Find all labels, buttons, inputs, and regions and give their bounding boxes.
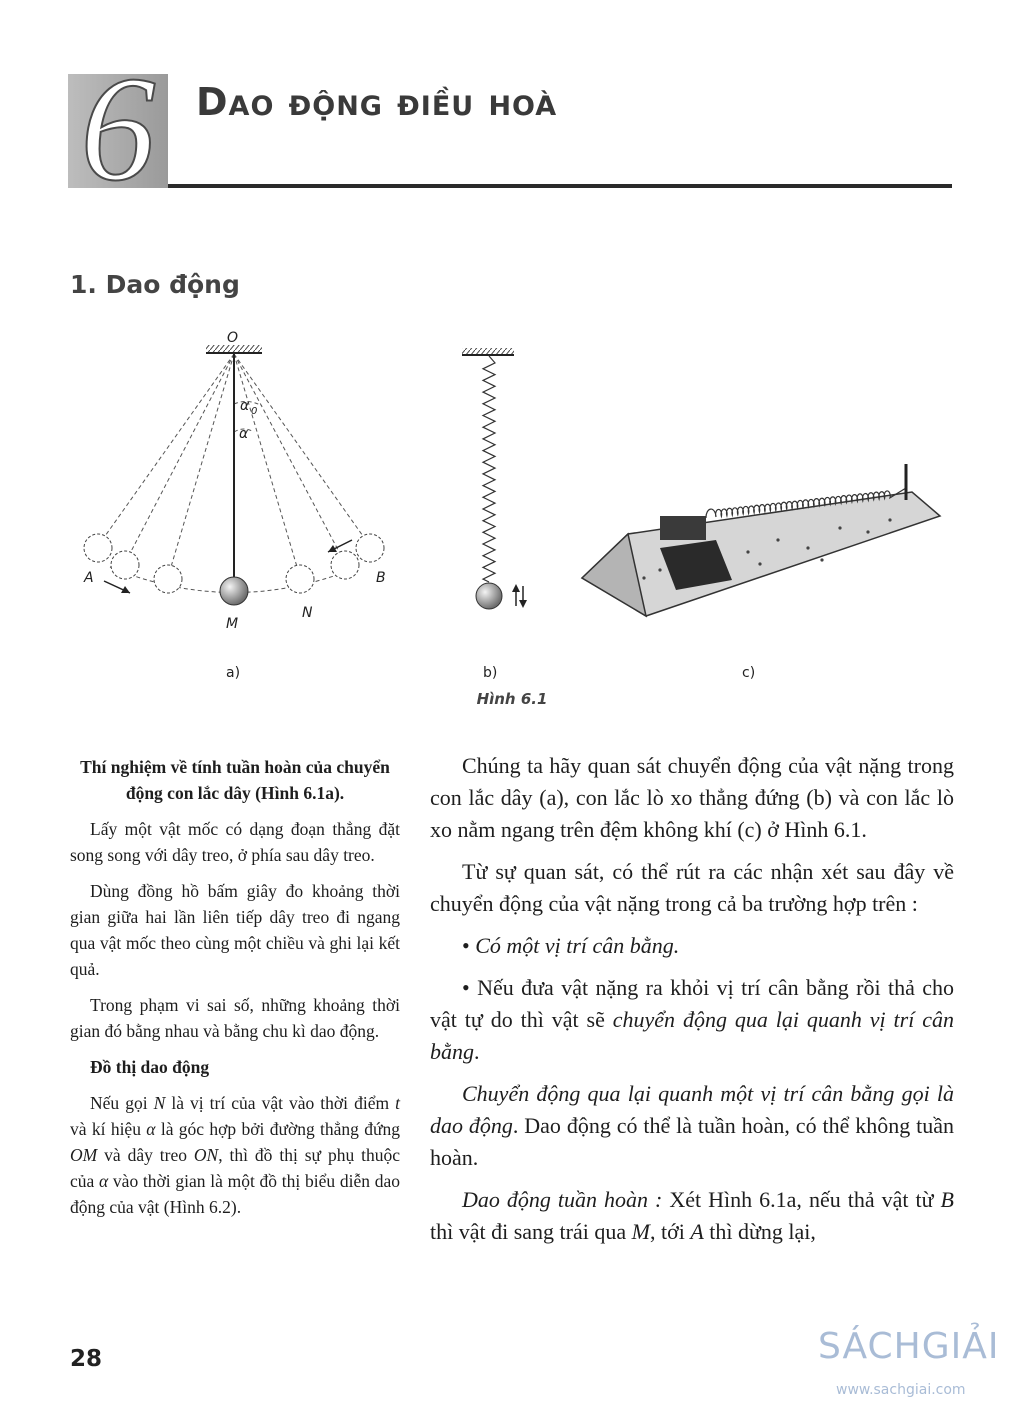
chapter-title: Dao động điều hoà: [196, 80, 558, 124]
sublabel-a: a): [226, 665, 241, 681]
left-column: [70, 754, 400, 1230]
label-N: N: [302, 605, 313, 621]
label-M: M: [226, 616, 239, 632]
spring-bob: [476, 583, 502, 609]
vertical-spring-diagram: [462, 348, 527, 609]
right-paragraph-2: Từ sự quan sát, có thể rút ra các nhận xét sau đây về chuyển động của vật nặng trong cả ba trường hợp trên :: [430, 859, 954, 916]
air-track-diagram: [582, 464, 940, 616]
bullet-2: • Nếu đưa vật nặng ra khỏi vị trí cân bằng rồi thả cho vật tự do thì vật sẽ chuyển động qua lại quanh vị trí cân bằng.: [430, 975, 954, 1064]
pendulum-diagram: [83, 330, 386, 632]
left-paragraph-4: Nếu gọi N là vị trí của vật vào thời điểm t và kí hiệu α là góc hợp bởi đường thẳng đứng OM và dây treo ON, thì đồ thị sự phụ thuộc của α vào thời gian là một đồ thị biểu diễn dao động của vật (Hình 6.2).: [70, 1093, 401, 1217]
chapter-rule: [168, 184, 952, 188]
label-A: A: [84, 570, 94, 586]
figure-caption: Hình 6.1: [476, 690, 548, 708]
definition-paragraph: Chuyển động qua lại quanh một vị trí cân bằng gọi là dao động. Dao động có thể là tuần hoàn, có thể không tuần hoàn.: [430, 1081, 954, 1170]
sublabel-c: c): [742, 665, 756, 681]
watermark-url[interactable]: www.sachgiai.com: [836, 1382, 966, 1398]
bullet-dot: •: [462, 933, 470, 958]
experiment-heading: Thí nghiệm về tính tuần hoàn của chuyển động con lắc dây (Hình 6.1a).: [80, 757, 390, 803]
chapter-number: 6: [80, 46, 156, 212]
label-O: O: [227, 330, 239, 346]
label-alpha0-sub: 0: [251, 406, 258, 417]
left-paragraph-2: Dùng đồng hồ bấm giây đo khoảng thời gian giữa hai lần liên tiếp dây treo đi ngang qua vật mốc theo cùng một chiều và ghi lại kết quả.: [70, 881, 400, 979]
section-heading: 1. Dao động: [70, 270, 240, 299]
graph-subheading: Đồ thị dao động: [90, 1057, 210, 1077]
left-paragraph-1: Lấy một vật mốc có dạng đoạn thẳng đặt song song với dây treo, ở phía sau dây treo.: [70, 819, 400, 865]
bullet-dot: •: [462, 975, 470, 1000]
watermark-logo: SÁCHGIẢI: [818, 1326, 1000, 1367]
right-column: [430, 750, 954, 1258]
pendulum-bob: [220, 577, 248, 605]
ceiling-hatch: [206, 345, 262, 353]
label-B: B: [376, 570, 386, 586]
bullet-1: • Có một vị trí cân bằng.: [462, 933, 680, 958]
periodic-paragraph: Dao động tuần hoàn : Xét Hình 6.1a, nếu thả vật từ B thì vật đi sang trái qua M, tới A thì dừng lại,: [430, 1187, 954, 1244]
left-paragraph-3: Trong phạm vi sai số, những khoảng thời gian đó bằng nhau và bằng chu kì dao động.: [70, 995, 400, 1041]
label-alpha: α: [239, 426, 249, 442]
label-alpha0: α: [240, 398, 250, 414]
figure-6-1: [0, 320, 1024, 690]
page-number: 28: [70, 1346, 103, 1372]
vertical-spring: [483, 356, 495, 582]
ceiling-hatch-b: [462, 348, 514, 355]
sublabel-b: b): [483, 665, 498, 681]
chapter-number-block: [68, 46, 168, 212]
right-paragraph-1: Chúng ta hãy quan sát chuyển động của vật nặng trong con lắc dây (a), con lắc lò xo thẳng đứng (b) và con lắc lò xo nằm ngang trên đệm không khí (c) ở Hình 6.1.: [430, 753, 954, 842]
